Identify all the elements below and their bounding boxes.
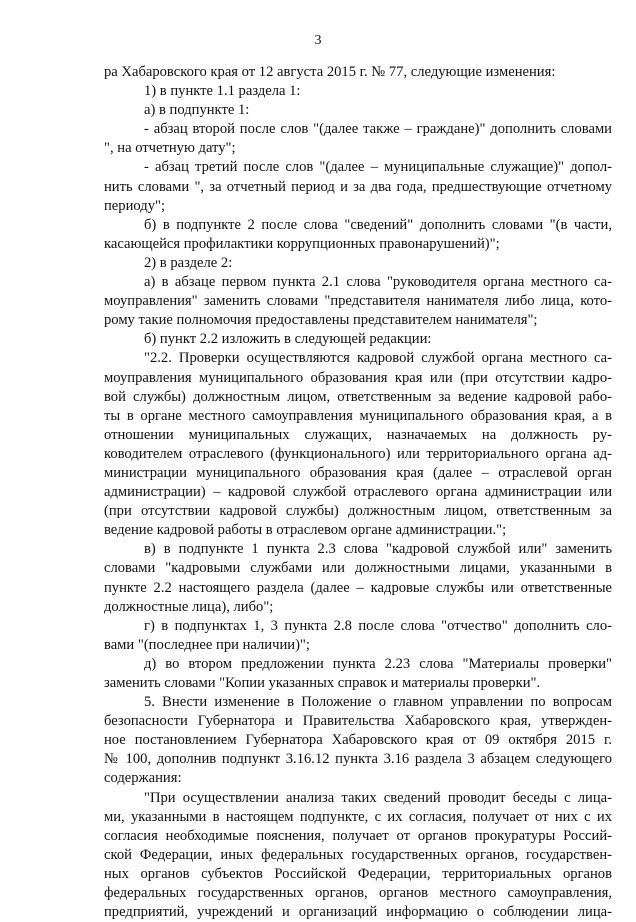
text-line: "При осуществлении анализа таких сведений проводит беседы с лица- bbox=[144, 789, 612, 806]
text-line: ководителем отраслевого (функционального) или территориального органа ад- bbox=[104, 445, 612, 462]
text-line: б) в подпункте 2 после слова "сведений" дополнить словами "(в части, bbox=[144, 216, 612, 233]
text-line: ное постановлением Губернатора Хабаровского края от 09 октября 2015 г. bbox=[104, 732, 612, 749]
text-line: ведение кадровой работы в отраслевом органе администрации."; bbox=[104, 522, 507, 539]
text-line: периоду"; bbox=[104, 197, 166, 214]
text-line: рому такие полномочия предоставлены представителем нанимателя"; bbox=[104, 312, 538, 329]
text-line: ской Федерации, иных федеральных государственных органов, государствен- bbox=[104, 846, 612, 863]
text-line: в) в подпункте 1 пункта 2.3 слова "кадровой службой или" заменить bbox=[144, 541, 612, 558]
text-line: а) в подпункте 1: bbox=[144, 102, 250, 119]
document-body bbox=[104, 63, 612, 922]
text-line: нить словами ", за отчетный период и за два года, предшествующие отчетному bbox=[104, 178, 612, 195]
text-line: 5. Внести изменение в Положение о главном управлении по вопросам bbox=[144, 694, 612, 711]
text-line: ты в органе местного самоуправления муниципального образования края, а в bbox=[104, 407, 612, 424]
text-line: ных органов субъектов Российской Федерации, территориальных органов bbox=[104, 865, 612, 882]
text-line: предприятий, учреждений и организаций информацию о соблюдении лица- bbox=[104, 904, 612, 921]
text-line: словами "кадровыми службами или должностными лицами, указанными в bbox=[104, 560, 612, 577]
text-line: ", на отчетную дату"; bbox=[104, 140, 236, 157]
text-line: моуправления" заменить словами "представителя нанимателя либо лица, кото- bbox=[104, 293, 612, 310]
text-line: - абзац второй после слов "(далее также – граждане)" дополнить словами bbox=[144, 121, 612, 138]
page-number: 3 bbox=[314, 33, 322, 48]
text-line: 2) в разделе 2: bbox=[144, 254, 233, 271]
text-line: 1) в пункте 1.1 раздела 1: bbox=[144, 83, 301, 100]
text-line: должностные лица), либо"; bbox=[104, 598, 274, 615]
text-line: "2.2. Проверки осуществляются кадровой службой органа местного са- bbox=[144, 350, 612, 367]
text-line: ми, указанными в настоящем подпункте, с их согласия, получает от них с их bbox=[104, 808, 612, 825]
text-line: б) пункт 2.2 изложить в следующей редакции: bbox=[144, 331, 432, 348]
text-line: заменить словами "Копии указанных справок и материалы проверки". bbox=[104, 675, 541, 691]
text-line: отношении муниципальных служащих, назначаемых на должность ру- bbox=[104, 426, 612, 443]
text-line: касающейся профилактики коррупционных правонарушений)"; bbox=[104, 235, 500, 252]
text-line: безопасности Губернатора и Правительства Хабаровского края, утвержден- bbox=[104, 713, 612, 730]
text-line: федеральных государственных органов, органов местного самоуправления, bbox=[104, 885, 612, 902]
text-line: министрации муниципального образования края (далее – отраслевой орган bbox=[104, 464, 612, 481]
text-line: - абзац третий после слов "(далее – муниципальные служащие)" допол- bbox=[144, 159, 612, 176]
text-line: вами "(последнее при наличии)"; bbox=[104, 636, 310, 653]
text-line: ра Хабаровского края от 12 августа 2015 г. № 77, следующие изменения: bbox=[104, 64, 556, 80]
text-line: вой службы) должностным лицом, ответственным за ведение кадровой рабо- bbox=[104, 388, 612, 405]
text-line: пункте 2.2 настоящего раздела (далее – кадровые службы или ответственные bbox=[104, 579, 612, 596]
text-line: д) во втором предложении пункта 2.23 слова "Материалы проверки" bbox=[144, 655, 612, 672]
text-line: администрации) – кадровой службой отраслевого органа администрации или bbox=[104, 484, 612, 501]
text-line: согласия необходимые пояснения, получает от органов прокуратуры Россий- bbox=[104, 827, 612, 844]
text-line: моуправления муниципального образования края или (при отсутствии кадро- bbox=[104, 369, 612, 386]
text-line: г) в подпунктах 1, 3 пункта 2.8 после слова "отчество" дополнить сло- bbox=[144, 617, 612, 634]
text-line: содержания: bbox=[104, 770, 182, 787]
text-line: (при отсутствии кадровой службы) должностным лицом, ответственным за bbox=[104, 503, 612, 520]
text-line: а) в абзаце первом пункта 2.1 слова "руководителя органа местного са- bbox=[144, 274, 612, 291]
text-line: № 100, дополнив подпункт 3.16.12 пункта 3.16 раздела 3 абзацем следующего bbox=[104, 751, 612, 768]
